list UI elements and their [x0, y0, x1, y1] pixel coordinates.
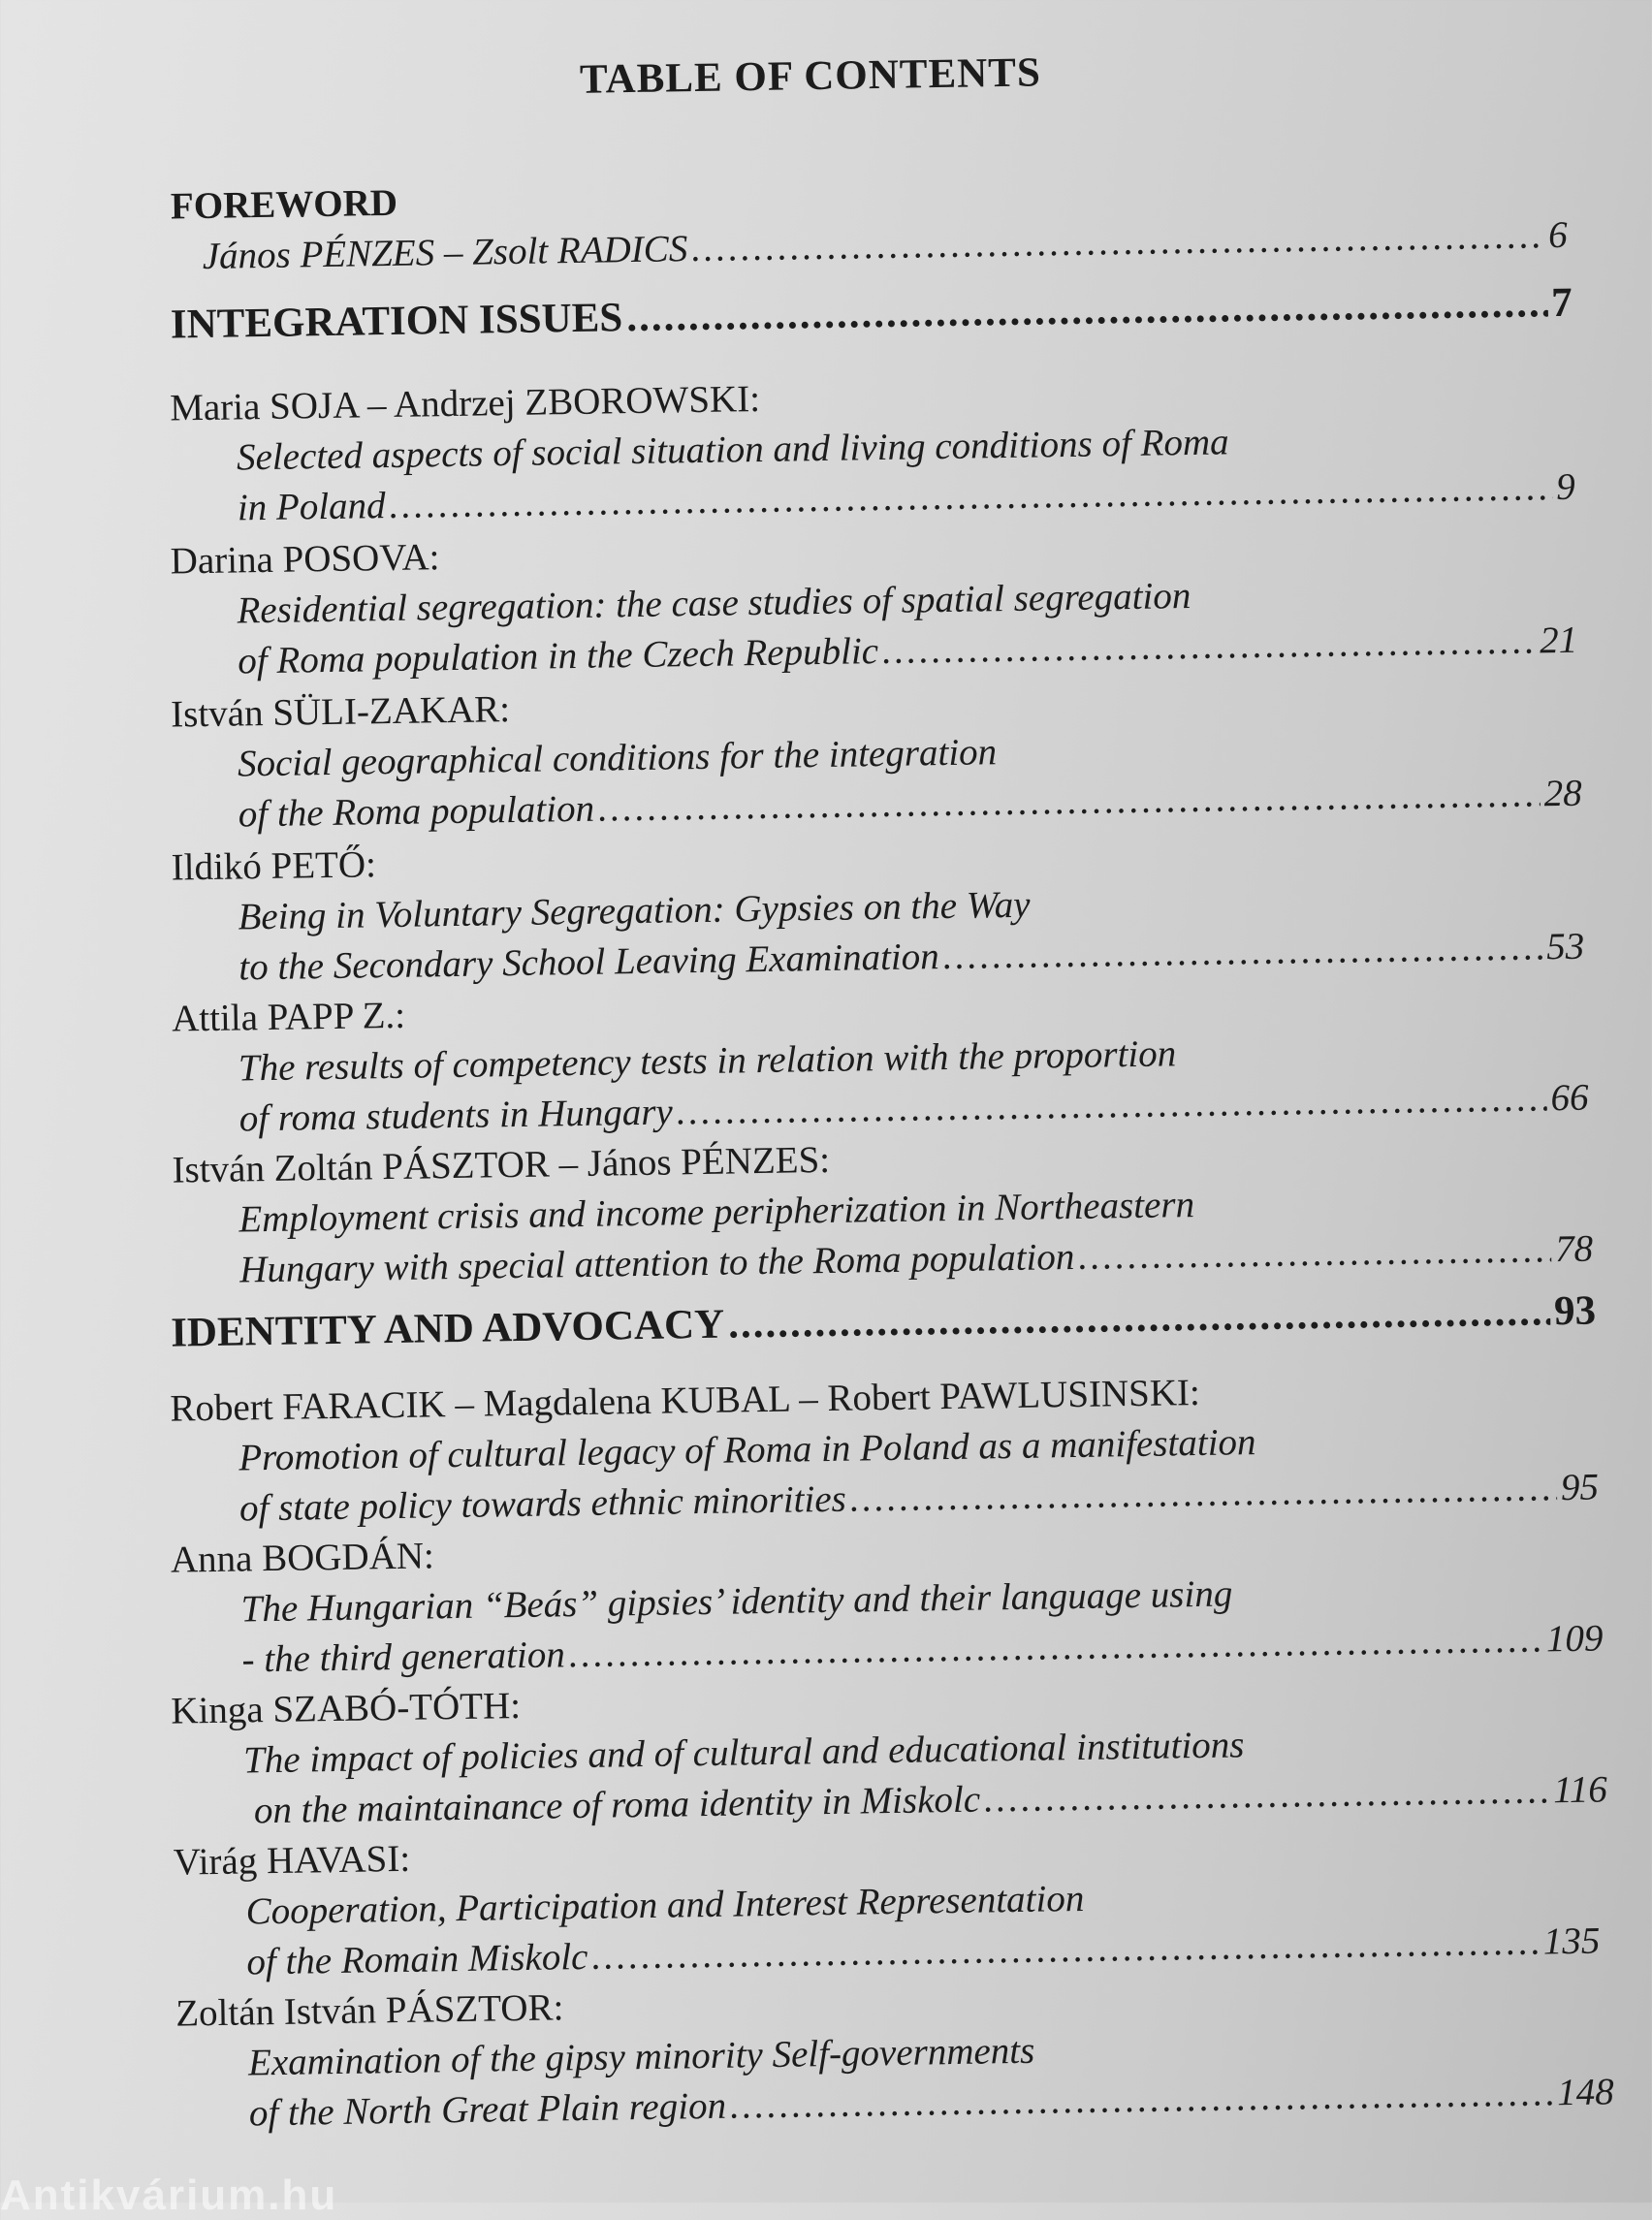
leader-dots	[598, 772, 1541, 830]
leader-dots	[849, 1466, 1557, 1520]
entry-authors: Maria SOJA – Andrzej ZBOROWSKI:	[169, 377, 761, 429]
page-number: 9	[1555, 465, 1576, 509]
page-number: 148	[1556, 2071, 1615, 2114]
entry-title-line: Residential segregation: the case studies of spatial segregation	[237, 575, 1191, 632]
page-number: 135	[1542, 1919, 1601, 1963]
leader-dots	[728, 1287, 1551, 1348]
leader-dots	[676, 1076, 1547, 1133]
page-number: 21	[1539, 618, 1578, 662]
entry-title-line: Cooperation, Participation and Interest Representation	[245, 1877, 1085, 1933]
page-number: 53	[1545, 925, 1585, 968]
entry-title-text: Hungary with special attention to the Roma population	[238, 1235, 1075, 1291]
entry-title-line: The impact of policies and of cultural and educational institutions	[242, 1724, 1245, 1782]
entry-title-text: to the Secondary School Leaving Examination	[238, 936, 940, 989]
entry-title-text: in Poland	[237, 485, 386, 529]
watermark: Antikvárium.hu	[0, 2172, 338, 2219]
page-number: 93	[1553, 1287, 1597, 1335]
entry-authors: István Zoltán PÁSZTOR – János PÉNZES:	[172, 1138, 831, 1191]
leader-dots	[591, 1920, 1540, 1979]
page-number: 78	[1554, 1227, 1594, 1271]
entry-title-line: Being in Voluntary Segregation: Gypsies on the Way	[238, 883, 1031, 938]
section-heading-foreword: FOREWORD	[170, 181, 398, 228]
page-number: 109	[1545, 1617, 1604, 1661]
page-number: 116	[1552, 1768, 1608, 1812]
entry-authors: Robert FARACIK – Magdalena KUBAL – Robert PAWLUSINSKI:	[170, 1371, 1201, 1430]
leader-dots	[882, 618, 1537, 673]
page-number: 7	[1550, 279, 1573, 327]
section-heading-integration	[171, 279, 1573, 349]
foreword-entry	[202, 213, 1568, 278]
entry-authors: István SÜLI-ZAKAR:	[170, 688, 511, 736]
leader-dots	[691, 213, 1545, 270]
foreword-author: János PÉNZES – Zsolt RADICS	[202, 228, 688, 277]
entry-authors: Anna BOGDÁN:	[170, 1535, 435, 1581]
entry-title-line: Employment crisis and income peripherization in Northeastern	[238, 1184, 1195, 1241]
entry-authors: Kinga SZABÓ-TÓTH:	[171, 1684, 522, 1732]
entry-title-line: Selected aspects of social situation and living conditions of Roma	[236, 421, 1229, 479]
entry-title-text: of roma students in Hungary	[238, 1091, 674, 1140]
leader-dots	[389, 465, 1552, 527]
entry-title-line: The Hungarian “Beás” gipsies’ identity and their language using	[240, 1572, 1233, 1631]
entry-authors: Ildikó PETŐ:	[171, 843, 377, 889]
entry-title-line: Promotion of cultural legacy of Roma in Poland as a manifestation	[238, 1421, 1256, 1479]
entry-title-text: of the North Great Plain region	[248, 2084, 727, 2135]
entry-authors: Zoltán István PÁSZTOR:	[175, 1986, 564, 2035]
entry-title-line: Social geographical conditions for the integration	[237, 731, 998, 785]
page-number: 6	[1547, 213, 1568, 257]
leader-dots	[568, 1617, 1542, 1676]
leader-dots	[730, 2071, 1554, 2127]
entry-title-text: - the third generation	[241, 1633, 566, 1681]
entry-authors: Attila PAPP Z.:	[171, 994, 406, 1040]
leader-dots	[1078, 1227, 1551, 1279]
entry-title-text: of Roma population in the Czech Republic	[238, 630, 879, 682]
entry-authors: Darina POSOVA:	[170, 536, 440, 583]
entry-title-text: of the Romain Miskolc	[246, 1935, 588, 1983]
section-heading-text: IDENTITY AND ADVOCACY	[170, 1301, 725, 1356]
entry-authors: Virág HAVASI:	[173, 1837, 411, 1884]
entry-title-text: of state policy towards ethnic minorities	[238, 1477, 847, 1530]
entry-title-text: on the maintainance of roma identity in Miskolc	[253, 1778, 981, 1832]
leader-dots	[942, 925, 1542, 978]
section-heading-identity	[171, 1287, 1597, 1357]
entry-title-line: The results of competency tests in relation with the proportion	[238, 1032, 1177, 1090]
page-title: TABLE OF CONTENTS	[579, 49, 1042, 103]
entry-title-text: of the Roma population	[238, 787, 595, 836]
page-number: 66	[1550, 1076, 1589, 1120]
entry-title-line: Examination of the gipsy minority Self-governments	[247, 2029, 1035, 2084]
leader-dots	[984, 1768, 1550, 1821]
leader-dots	[626, 279, 1548, 341]
section-heading-text: INTEGRATION ISSUES	[170, 295, 623, 348]
page-number: 95	[1560, 1466, 1600, 1509]
page-number: 28	[1543, 772, 1583, 815]
